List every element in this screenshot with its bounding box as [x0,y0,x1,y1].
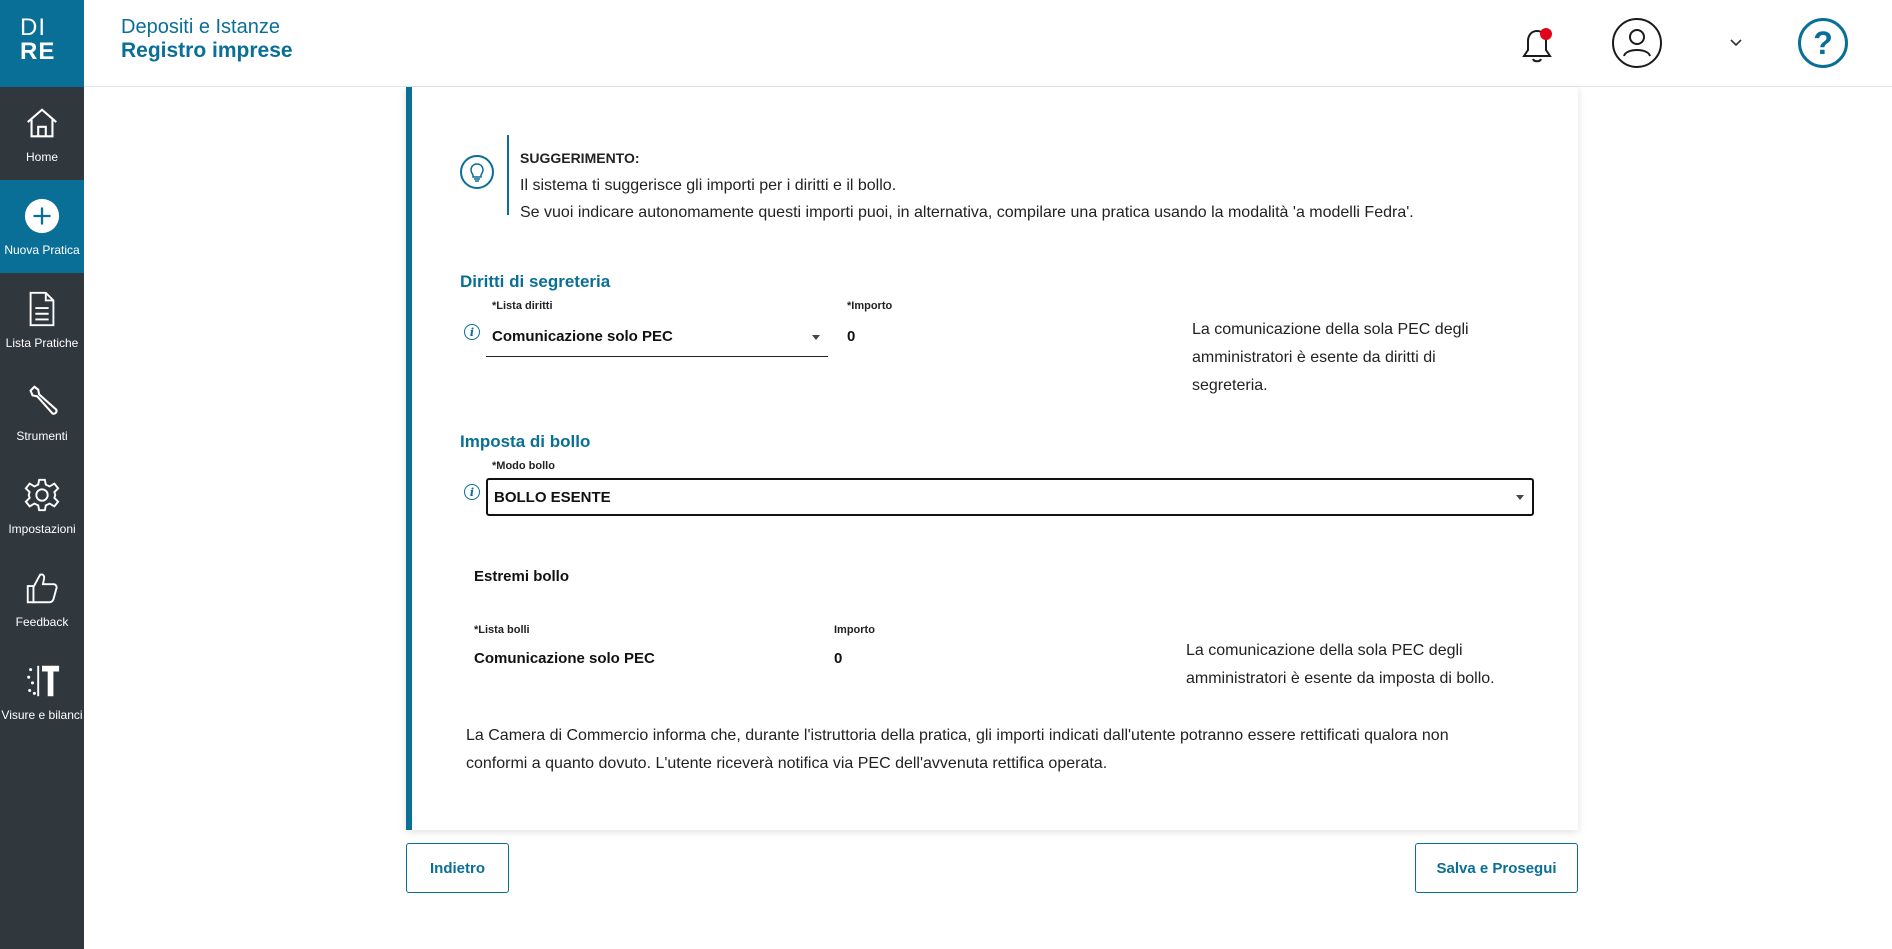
info-icon[interactable]: i [464,324,480,340]
sidebar-item-strumenti[interactable] [0,366,84,459]
thumbs-up-icon [23,569,61,607]
visure-icon [23,662,61,700]
logo-line1: DI [20,14,46,41]
notice-line1: La Camera di Commercio informa che, durante l'istruttoria della pratica, gli importi indicati dall'utente potranno essere rettificati qualora non [466,727,1449,744]
sidebar-item-label: Strumenti [16,428,68,443]
sidebar-item-nuova-pratica[interactable] [0,180,84,273]
diritti-note-line1: La comunicazione della sola PEC degli [1192,321,1469,338]
caret-down-icon [812,335,820,340]
main-card [406,87,1578,830]
sidebar-item-visure-bilanci[interactable] [0,645,84,738]
back-button[interactable]: Indietro [406,843,509,893]
section-title-bollo: Imposta di bollo [460,432,591,451]
estremi-bollo-title: Estremi bollo [474,568,570,585]
modo-bollo-label: *Modo bollo [492,460,555,472]
lista-diritti-label: *Lista diritti [492,300,553,312]
lightbulb-icon [460,155,494,189]
user-icon [1614,20,1660,66]
save-continue-button[interactable]: Salva e Prosegui [1415,843,1578,893]
caret-down-icon [1516,495,1524,500]
suggestion-title: SUGGERIMENTO: [520,150,640,166]
bollo-note [1186,637,1495,693]
app-title-line2: Registro imprese [121,39,293,62]
lista-bolli-value: Comunicazione solo PEC [474,650,655,667]
avatar [1612,18,1662,68]
modo-bollo-select[interactable] [486,478,1534,516]
sidebar-item-label: Visure e bilanci [1,707,83,722]
suggestion-text [520,145,1414,226]
info-icon[interactable]: i [464,484,480,500]
importo-bollo-label: Importo [834,624,875,636]
importo-bollo-value: 0 [834,650,843,667]
suggestion-divider [507,135,509,215]
diritti-note-line2: amministratori è esente da diritti di [1192,349,1436,366]
wrench-icon [23,383,61,421]
app-logo[interactable] [0,0,84,87]
home-icon [23,104,61,142]
help-button[interactable]: ? [1798,18,1848,68]
lista-diritti-select[interactable] [486,317,828,357]
modo-bollo-value: BOLLO ESENTE [494,488,611,506]
sidebar-item-impostazioni[interactable] [0,459,84,552]
camera-commercio-notice [466,722,1449,778]
sidebar-item-lista-pratiche[interactable] [0,273,84,366]
importo-diritti-label: *Importo [847,300,893,312]
notifications-button[interactable] [1520,26,1554,64]
sidebar-item-home[interactable] [0,87,84,180]
sidebar-item-label: Lista Pratiche [5,335,79,350]
notification-badge [1540,28,1552,40]
lista-diritti-value: Comunicazione solo PEC [492,328,673,345]
gear-icon [23,476,61,514]
plus-circle-icon [23,197,61,235]
document-icon [23,290,61,328]
bollo-note-line1: La comunicazione della sola PEC degli [1186,642,1463,659]
app-title-line1: Depositi e Istanze [121,16,280,38]
diritti-note-line3: segreteria. [1192,377,1268,394]
logo-line2: RE [20,38,56,65]
user-menu[interactable] [1612,18,1782,68]
sidebar-item-label: Nuova Pratica [4,242,80,257]
sidebar-item-label: Home [25,149,58,164]
sidebar-item-label: Impostazioni [8,521,76,536]
bollo-note-line2: amministratori è esente da imposta di bollo. [1186,670,1495,687]
sidebar-item-feedback[interactable] [0,552,84,645]
lista-bolli-label: *Lista bolli [474,624,530,636]
section-title-diritti: Diritti di segreteria [460,272,611,291]
suggestion-line2: Se vuoi indicare autonomamente questi importi puoi, in alternativa, compilare una pratica usando la modalità 'a modelli Fedra'. [520,204,1414,221]
diritti-note [1192,316,1469,400]
notice-line2: conformi a quanto dovuto. L'utente riceverà notifica via PEC dell'avvenuta rettifica operata. [466,755,1108,772]
importo-diritti-value: 0 [847,328,856,345]
sidebar [0,0,84,949]
suggestion-line1: Il sistema ti suggerisce gli importi per i diritti e il bollo. [520,177,897,194]
top-header [84,0,1892,87]
sidebar-item-label: Feedback [15,614,69,629]
app-title [121,15,293,63]
chevron-down-icon [1728,34,1744,50]
